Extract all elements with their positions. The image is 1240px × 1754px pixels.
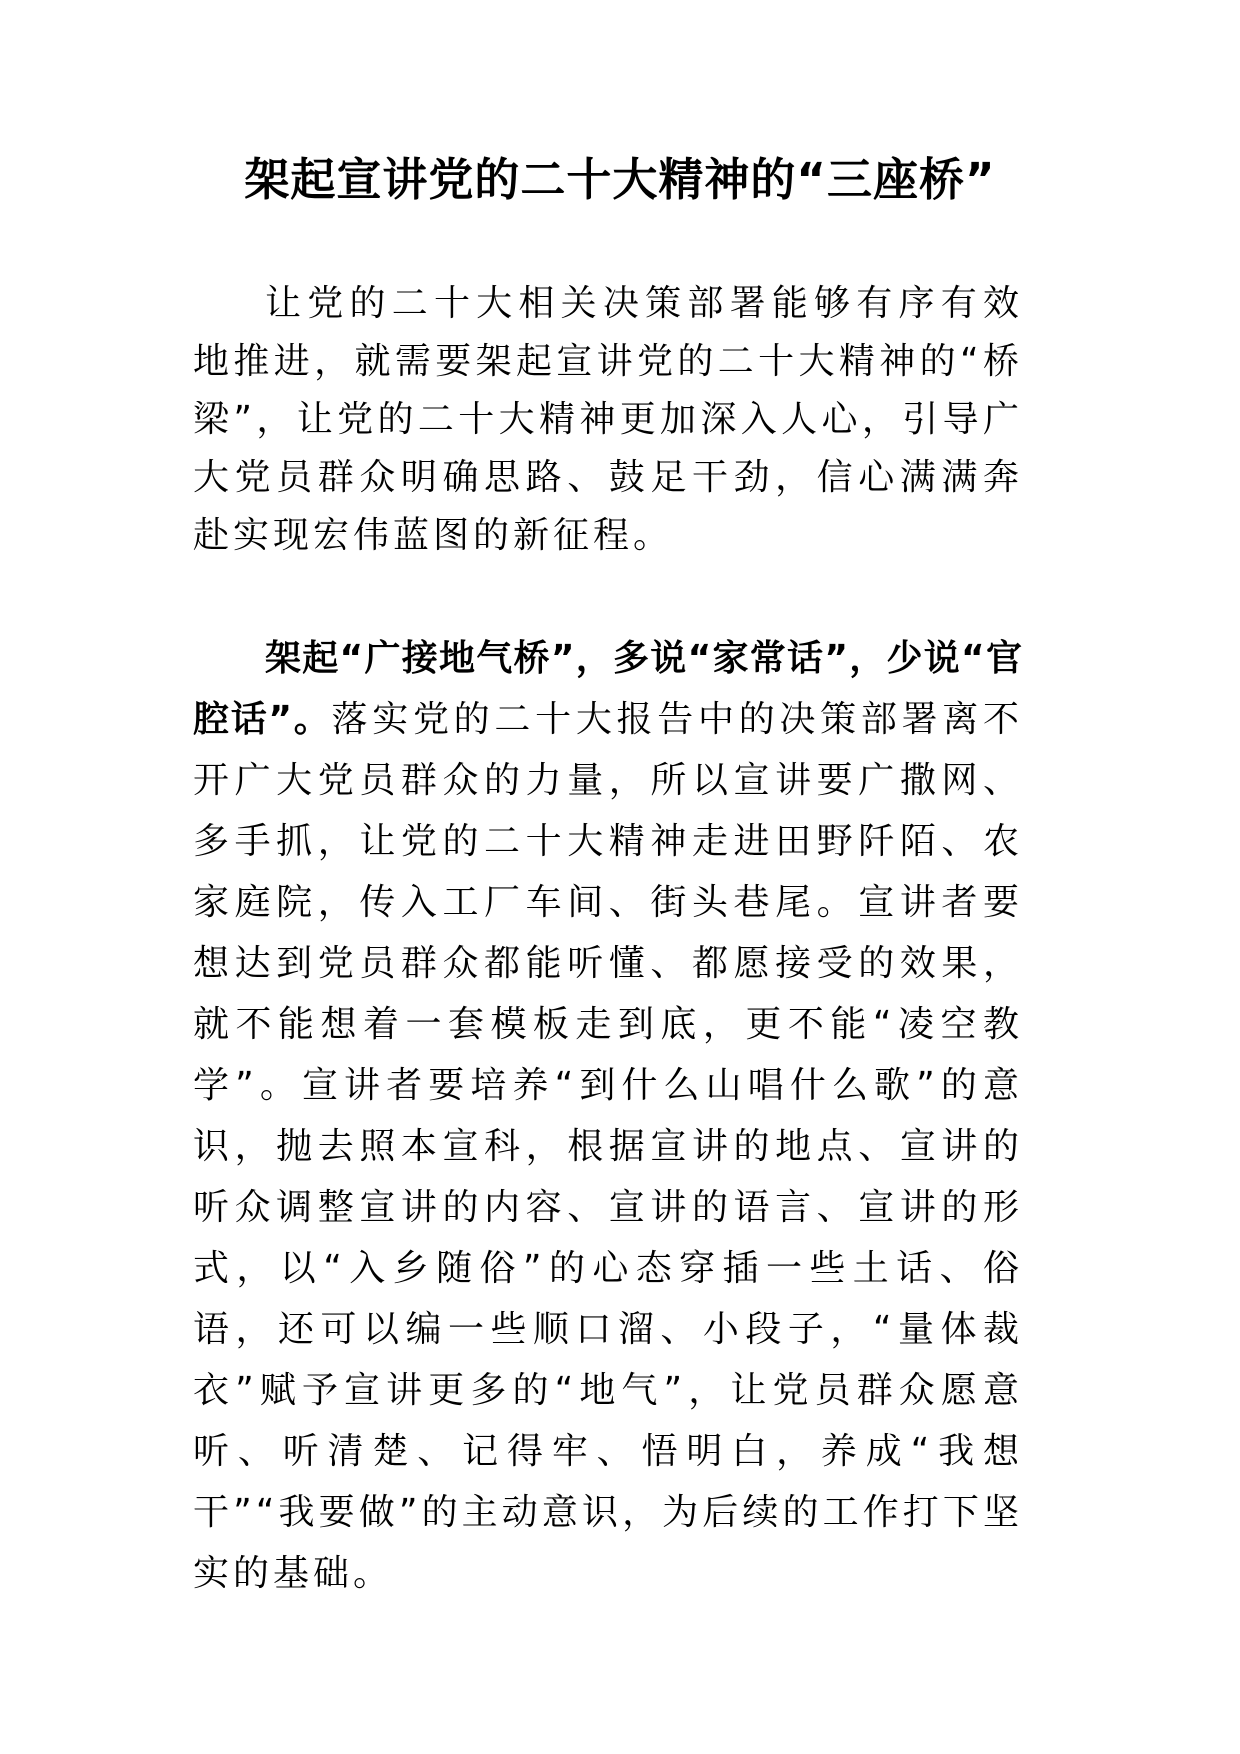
paragraph-first-bridge-text: 落实党的二十大报告中的决策部署离不开广大党员群众的力量，所以宣讲要广撒网、多手抓，让党的二十大精神走进田野阡陌、农家庭院，传入工厂车间、街头巷尾。宣讲者要想达到党员群众都能听懂、都愿接受的效果，就不能想着一套模板走到底，更不能“凌空教学”。宣讲者要培养“到什么山唱什么歌”的意识，抛去照本宣科，根据宣讲的地点、宣讲的听众调整宣讲的内容、宣讲的语言、宣讲的形式，以“入乡随俗”的心态穿插一些土话、俗语，还可以编一些顺口溜、小段子，“量体裁衣”赋予宣讲更多的“地气”，让党员群众愿意听、听清楚、记得牢、悟明白，养成“我想干”“我要做”的主动意识，为后续的工作打下坚实的基础。 — [193, 699, 1023, 1594]
paragraph-lead-heading: 架起“广接地气桥”，多说“家常话”，少说“官腔话”。 — [193, 638, 1023, 740]
document-title: 架起宣讲党的二十大精神的“三座桥” — [244, 153, 996, 206]
paragraph-intro-text: 让党的二十大相关决策部署能够有序有效地推进，就需要架起宣讲党的二十大精神的“桥梁”，让党的二十大精神更加深入人心，引导广大党员群众明确思路、鼓足干劲，信心满满奔赴实现宏伟蓝图的新征程。 — [193, 283, 1023, 556]
paragraph-first-bridge — [193, 628, 1023, 1604]
paragraph-intro — [193, 275, 1023, 565]
